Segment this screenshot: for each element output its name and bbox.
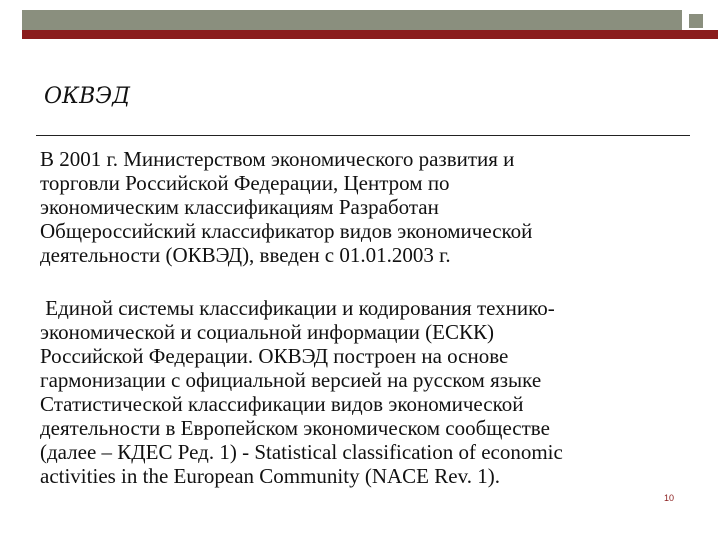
paragraph-1-line: экономическим классификациям Разработан bbox=[40, 195, 439, 219]
top-accent-stripe bbox=[22, 30, 718, 39]
paragraph-2-line: Российской Федерации. ОКВЭД построен на основе bbox=[40, 344, 509, 368]
paragraph-2-line: Единой системы классификации и кодирования технико- bbox=[40, 296, 555, 320]
slide-title: ОКВЭД bbox=[44, 84, 130, 109]
top-decorative-band bbox=[22, 10, 682, 30]
paragraph-1-line: деятельности (ОКВЭД), введен с 01.01.2003 г. bbox=[40, 243, 451, 267]
paragraph-2-line: экономической и социальной информации (ЕСКК) bbox=[40, 320, 494, 344]
title-divider bbox=[36, 135, 690, 136]
page-number: 10 bbox=[664, 493, 675, 503]
paragraph-2-line: деятельности в Европейском экономическом сообществе bbox=[40, 416, 550, 440]
paragraph-2-line: activities in the European Community (NACE Rev. 1). bbox=[40, 464, 500, 488]
paragraph-1-line: В 2001 г. Министерством экономического развития и bbox=[40, 147, 515, 171]
paragraph-1 bbox=[40, 147, 532, 267]
paragraph-2-line: гармонизации с официальной версией на русском языке bbox=[40, 368, 542, 392]
paragraph-2 bbox=[40, 296, 563, 488]
paragraph-2-line: (далее – КДЕС Ред. 1) - Statistical classification of economic bbox=[40, 440, 563, 464]
paragraph-1-line: торговли Российской Федерации, Центром по bbox=[40, 171, 450, 195]
paragraph-1-line: Общероссийский классификатор видов экономической bbox=[40, 219, 533, 243]
corner-square-icon bbox=[687, 12, 705, 30]
paragraph-2-line: Статистической классификации видов экономической bbox=[40, 392, 524, 416]
